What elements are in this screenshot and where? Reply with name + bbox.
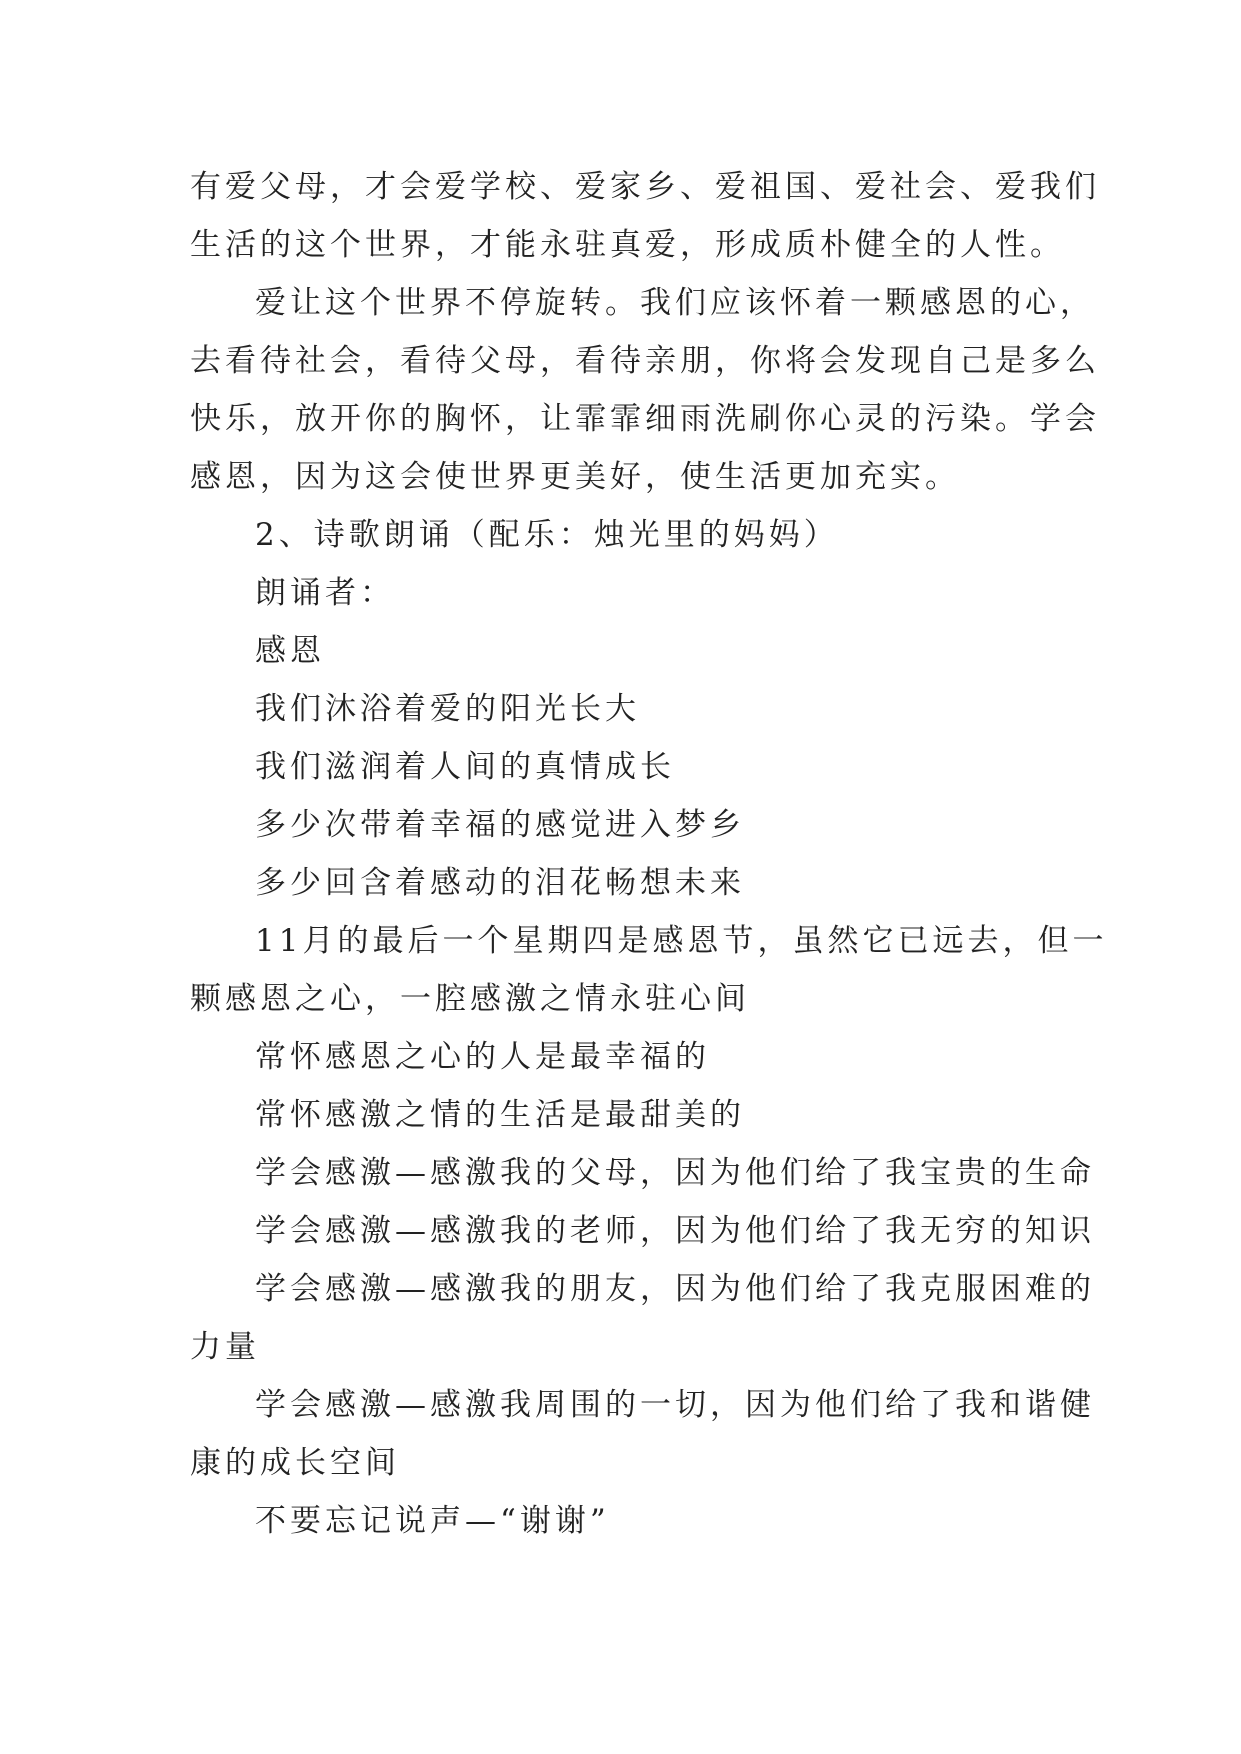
poem-line: 多少次带着幸福的感觉进入梦乡	[255, 807, 745, 843]
poem-line: 康的成长空间	[190, 1445, 400, 1481]
poem-line: 我们沐浴着爱的阳光长大	[255, 691, 640, 727]
poem-line: 11月的最后一个星期四是感恩节，虽然它已远去，但一	[255, 923, 1108, 959]
paragraph-line: 爱让这个世界不停旋转。我们应该怀着一颗感恩的心，	[255, 285, 1095, 321]
paragraph-line: 朗诵者：	[255, 575, 395, 611]
poem-line: 颗感恩之心，一腔感激之情永驻心间	[190, 981, 750, 1017]
poem-title: 感恩	[255, 633, 325, 669]
paragraph-line: 感恩，因为这会使世界更美好，使生活更加充实。	[190, 459, 960, 495]
poem-line: 学会感激—感激我的老师，因为他们给了我无穷的知识	[255, 1213, 1095, 1249]
poem-line: 学会感激—感激我周围的一切，因为他们给了我和谐健	[255, 1387, 1095, 1423]
poem-line: 常怀感激之情的生活是最甜美的	[255, 1097, 745, 1133]
section-heading: 2、诗歌朗诵（配乐：烛光里的妈妈）	[255, 517, 839, 553]
paragraph-line: 去看待社会，看待父母，看待亲朋，你将会发现自己是多么	[190, 343, 1100, 379]
poem-line: 不要忘记说声—“谢谢”	[255, 1503, 610, 1539]
paragraph-line: 快乐，放开你的胸怀，让霏霏细雨洗刷你心灵的污染。学会	[190, 401, 1100, 437]
paragraph-line: 生活的这个世界，才能永驻真爱，形成质朴健全的人性。	[190, 227, 1065, 263]
poem-line: 学会感激—感激我的父母，因为他们给了我宝贵的生命	[255, 1155, 1095, 1191]
poem-line: 力量	[190, 1329, 260, 1365]
poem-line: 常怀感恩之心的人是最幸福的	[255, 1039, 710, 1075]
poem-line: 多少回含着感动的泪花畅想未来	[255, 865, 745, 901]
paragraph-line: 有爱父母，才会爱学校、爱家乡、爱祖国、爱社会、爱我们	[190, 169, 1100, 205]
poem-line: 我们滋润着人间的真情成长	[255, 749, 675, 785]
poem-line: 学会感激—感激我的朋友，因为他们给了我克服困难的	[255, 1271, 1095, 1307]
